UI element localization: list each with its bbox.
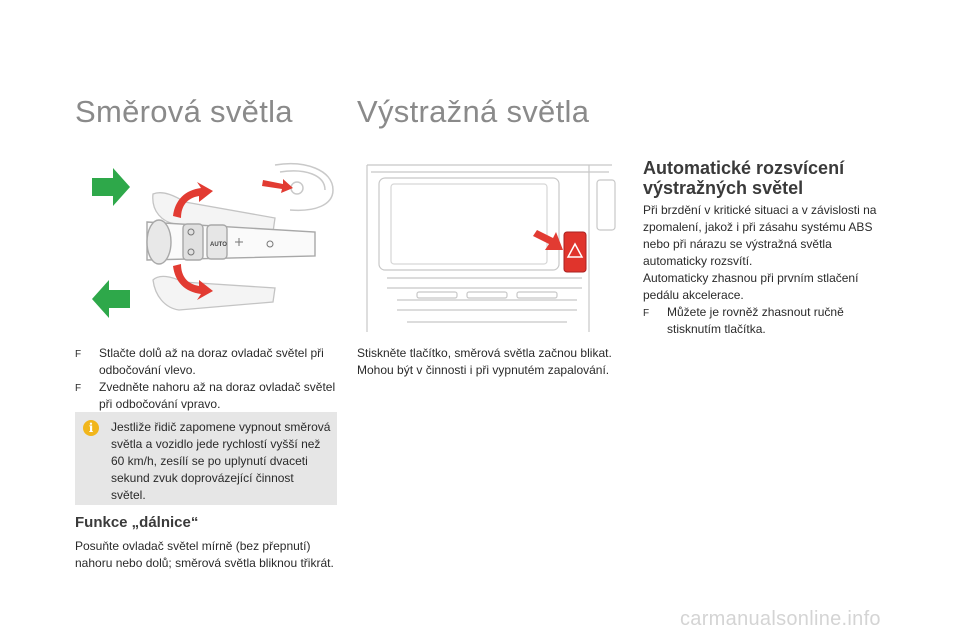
info-note xyxy=(75,412,337,505)
auto-hazard-title: Automatické rozsvícení výstražných světel xyxy=(643,158,845,198)
turn-signal-steps xyxy=(75,345,337,413)
bullet-marker: F xyxy=(643,308,650,319)
hazard-button xyxy=(564,232,586,272)
step-left-turn xyxy=(75,345,337,379)
stalk-illustration xyxy=(75,160,337,330)
watermark: carmanualsonline.info xyxy=(680,608,881,630)
bullet-marker: F xyxy=(75,383,82,394)
turn-signals-heading: Směrová světla xyxy=(75,94,293,129)
green-left-arrow xyxy=(92,280,130,318)
highway-function-title: Funkce „dálnice“ xyxy=(75,514,199,531)
green-right-arrow xyxy=(92,168,130,206)
red-pointer-arrow xyxy=(262,179,293,193)
hazard-lights-heading: Výstražná světla xyxy=(357,94,590,129)
highway-function-text: Posuňte ovladač světel mírně (bez přepnutí) nahoru nebo dolů; směrová světla bliknou třikrát. xyxy=(75,539,334,570)
info-icon: i xyxy=(83,420,99,436)
step-text: Můžete je rovněž zhasnout ručně stisknutím tlačítka. xyxy=(667,305,844,336)
step-text: Zvedněte nahoru až na doraz ovladač světel při odbočování vpravo. xyxy=(99,380,336,411)
auto-label: AUTO xyxy=(210,242,227,248)
stalk-lower-position xyxy=(153,276,275,310)
bullet-marker: F xyxy=(75,349,82,360)
auto-hazard-line: Automaticky zhasnou při prvním stlačení pedálu akcelerace. xyxy=(643,271,859,302)
stalk-center xyxy=(147,220,315,264)
step-text: Stlačte dolů až na doraz ovladač světel při odbočování vlevo. xyxy=(99,346,324,377)
step-right-turn xyxy=(75,379,337,413)
step-manual-off xyxy=(643,304,883,338)
auto-hazard-text xyxy=(643,202,883,338)
auto-hazard-line: Při brzdění v kritické situaci a v závislosti na zpomalení, jakož i při zásahu systému ABS nebo při nárazu se výstražná světla automaticky rozsvítí. xyxy=(643,203,877,268)
hazard-lights-text: Stiskněte tlačítko, směrová světla začnou blikat. Mohou být v činnosti i při vypnutém zapalování. xyxy=(357,346,612,377)
dashboard-illustration xyxy=(357,160,622,332)
info-note-text: Jestliže řidič zapomene vypnout směrová světla a vozidlo jede rychlostí vyšší než 60 km/h, zesílí se po uplynutí dvaceti sekund zvuk doprovázející činnost světel. xyxy=(111,420,331,502)
